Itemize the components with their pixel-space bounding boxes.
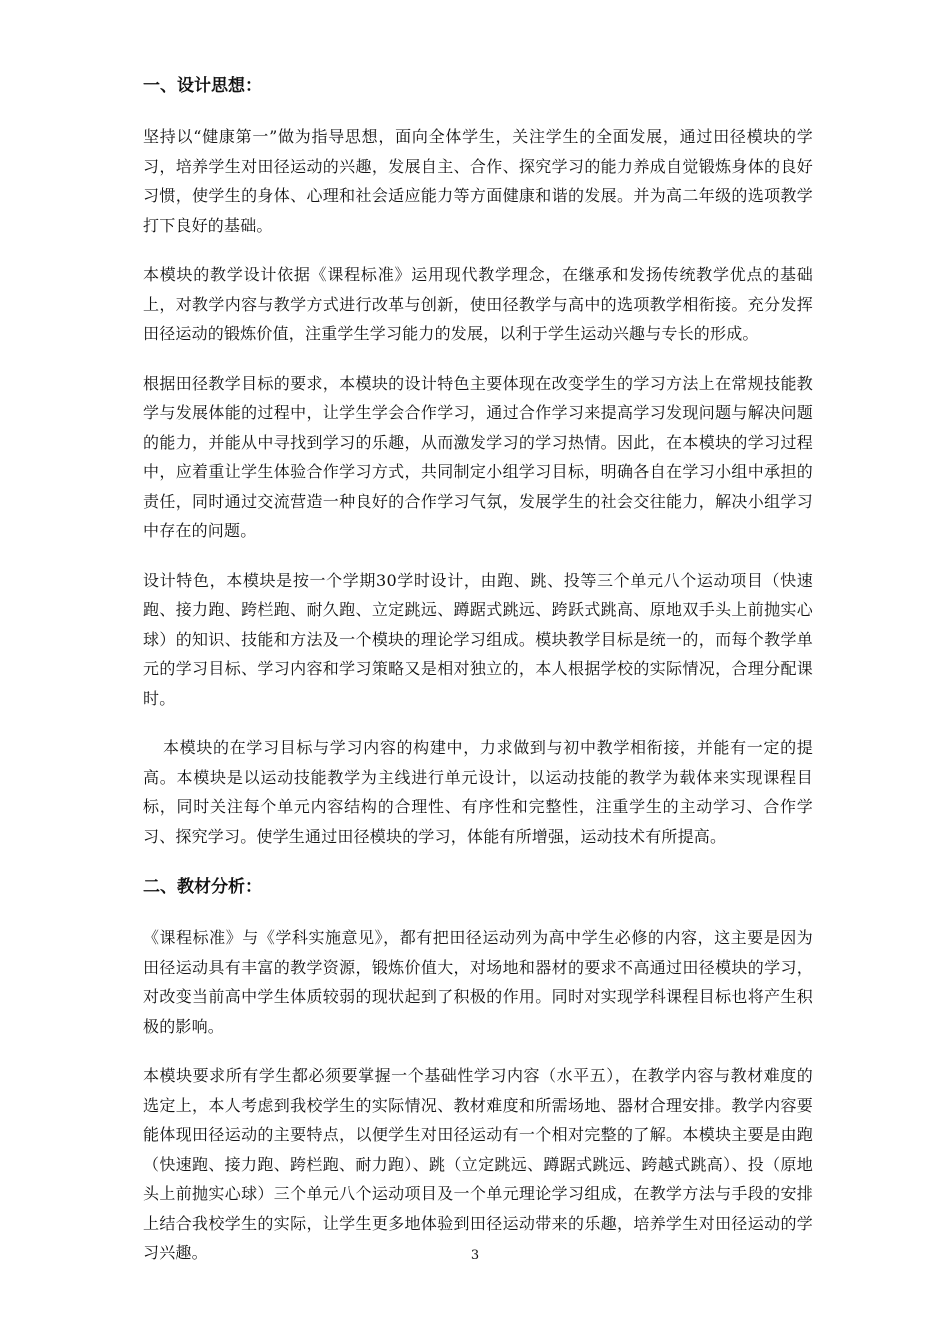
material-paragraph-1: 《课程标准》与《学科实施意见》，都有把田径运动列为高中学生必修的内容，这主要是因为田径运动具有丰富的教学资源，锻炼价值大，对场地和器材的要求不高通过田径模块的学习，对改变当前高中学生体质较弱的现状起到了积极的作用。同时对实现学科课程目标也将产生积极的影响。 [143,928,813,1036]
design-paragraph-5: 本模块的在学习目标与学习内容的构建中，力求做到与初中教学相衔接，并能有一定的提高。本模块是以运动技能教学为主线进行单元设计，以运动技能的教学为载体来实现课程目标，同时关注每个单元内容结构的合理性、有序性和完整性，注重学生的主动学习、合作学习、探究学习。使学生通过田径模块的学习，体能有所增强，运动技术有所提高。 [143,738,813,846]
section-heading-material: 二、教材分析： [143,877,262,897]
page-number: 3 [470,1248,480,1263]
design-paragraph-2: 本模块的教学设计依据《课程标准》运用现代教学理念，在继承和发扬传统教学优点的基础上，对教学内容与教学方式进行改革与创新，使田径教学与高中的选项教学相衔接。充分发挥田径运动的锻炼价值，注重学生学习能力的发展，以利于学生运动兴趣与专长的形成。 [143,265,813,343]
design-paragraph-3: 根据田径教学目标的要求，本模块的设计特色主要体现在改变学生的学习方法上在常规技能教学与发展体能的过程中，让学生学会合作学习，通过合作学习来提高学习发现问题与解决问题的能力，并能从中寻找到学习的乐趣，从而激发学习的学习热情。因此，在本模块的学习过程中，应着重让学生体验合作学习方式，共同制定小组学习目标，明确各自在学习小组中承担的责任，同时通过交流营造一种良好的合作学习气氛，发展学生的社会交往能力，解决小组学习中存在的问题。 [143,373,813,540]
design-paragraph-1: 坚持以“健康第一”做为指导思想，面向全体学生，关注学生的全面发展，通过田径模块的学习，培养学生对田径运动的兴趣，发展自主、合作、探究学习的能力养成自觉锻炼身体的良好习惯，使学生的身体、心理和社会适应能力等方面健康和谐的发展。并为高二年级的选项教学打下良好的基础。 [143,127,813,235]
material-paragraph-2: 本模块要求所有学生都必须要掌握一个基础性学习内容（水平五），在教学内容与教材难度的选定上，本人考虑到我校学生的实际情况、教材难度和所需场地、器材合理安排。教学内容要能体现田径运动的主要特点，以便学生对田径运动有一个相对完整的了解。本模块主要是由跑（快速跑、接力跑、跨栏跑、耐力跑）、跳（立定跳远、蹲踞式跳远、跨越式跳高）、投（原地头上前抛实心球）三个单元八个运动项目及一个单元理论学习组成，在教学方法与手段的安排上结合我校学生的实际，让学生更多地体验到田径运动带来的乐趣，培养学生对田径运动的学习兴趣。 [143,1066,813,1262]
section-heading-design: 一、设计思想： [143,76,262,96]
design-paragraph-4: 设计特色，本模块是按一个学期30学时设计，由跑、跳、投等三个单元八个运动项目（快速跑、接力跑、跨栏跑、耐久跑、立定跳远、蹲踞式跳远、跨跃式跳高、原地双手头上前抛实心球）的知识、技能和方法及一个模块的理论学习组成。模块教学目标是统一的，而每个教学单元的学习目标、学习内容和学习策略又是相对独立的，本人根据学校的实际情况，合理分配课时。 [143,570,813,708]
page-content [143,70,813,1268]
